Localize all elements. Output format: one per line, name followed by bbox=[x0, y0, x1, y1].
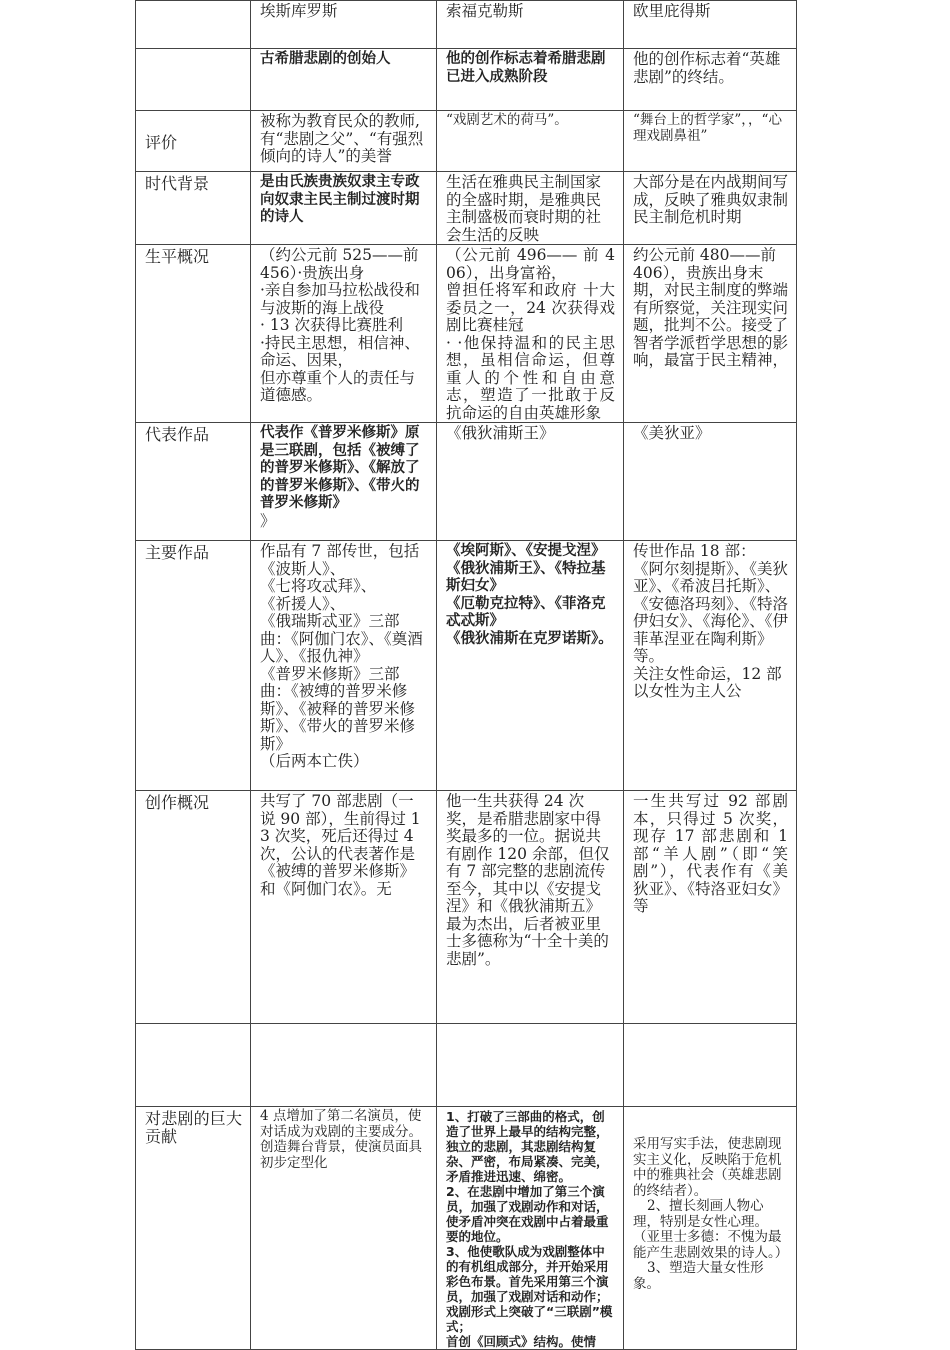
career-euripides: 一生共写过 92 部剧本，只得过 5 次奖，现存 17 部悲剧和 1 部“羊人剧”（即“笑剧”），代表作有《美狄亚》、《特洛亚妇女》等 bbox=[624, 791, 797, 1024]
representative-sophocles: 《俄狄浦斯王》 bbox=[437, 423, 624, 541]
contribution-euripides-line: 2、擅长刻画人物心理，特别是女性心理。 bbox=[633, 1198, 768, 1230]
representative-euripides: 《美狄亚》 bbox=[624, 423, 797, 541]
status-sophocles: 他的创作标志着希腊悲剧已进入成熟阶段 bbox=[437, 49, 624, 111]
life-aeschylus-line: 但亦尊重个人的责任与道德感。 bbox=[260, 368, 416, 404]
main-works-euripides-line: 关注女性命运，12 部以女性为主人公 bbox=[633, 664, 782, 700]
life-aeschylus-line: · 13 次获得比赛胜利 bbox=[260, 316, 404, 334]
contribution-label: 对悲剧的巨大贡献 bbox=[136, 1107, 251, 1350]
contribution-sophocles-line: 2、在悲剧中增加了第三个演员，加强了戏剧动作和对话，使矛盾冲突在戏剧中占着最重要的地位。 bbox=[446, 1184, 609, 1244]
life-aeschylus-line: （约公元前 525——前 456）·贵族出身 bbox=[260, 246, 419, 282]
life-label: 生平概况 bbox=[136, 245, 251, 423]
era-label: 时代背景 bbox=[136, 172, 251, 245]
evaluation-label bbox=[136, 111, 251, 172]
main-works-euripides-line: 传世作品 18 部： bbox=[633, 542, 756, 560]
header-aeschylus: 埃斯库罗斯 bbox=[251, 1, 437, 49]
status-label bbox=[136, 49, 251, 111]
contribution-sophocles-line: 首创《回顾式》结构。使情 bbox=[446, 1334, 597, 1349]
representative-row bbox=[136, 423, 797, 541]
main-works-sophocles-line: 《埃阿斯》、《安提戈涅》《俄狄浦斯王》、《特拉基斯妇女》 bbox=[446, 543, 606, 594]
blank-cell bbox=[624, 1024, 797, 1107]
life-sophocles bbox=[437, 245, 624, 423]
header-euripides: 欧里庇得斯 bbox=[624, 1, 797, 49]
contribution-euripides-line: （亚里士多德：不愧为最能产生悲剧效果的诗人。） bbox=[633, 1229, 789, 1261]
status-row bbox=[136, 49, 797, 111]
main-works-row bbox=[136, 541, 797, 791]
main-works-euripides bbox=[624, 541, 797, 791]
era-row bbox=[136, 172, 797, 245]
main-works-sophocles-line: 《俄狄浦斯在克罗诺斯》。 bbox=[446, 630, 613, 647]
representative-aeschylus-tail: 》 bbox=[260, 511, 276, 530]
contribution-row bbox=[136, 1107, 797, 1350]
evaluation-label-text: 评价 bbox=[145, 132, 178, 152]
main-works-aeschylus-line: 《俄瑞斯忒亚》三部曲：《阿伽门农》、《奠酒人》、《报仇神》 bbox=[260, 612, 423, 665]
life-euripides: 约公元前 480——前 406），贵族出身末期，对民主制度的弊端有所察觉，关注现实问题，批判不公。接受了智者学派哲学思想的影响，最富于民主精神， bbox=[624, 245, 797, 423]
era-aeschylus: 是由氏族贵族奴隶主专政向奴隶主民主制过渡时期的诗人 bbox=[251, 172, 437, 245]
header-sophocles: 索福克勒斯 bbox=[437, 1, 624, 49]
life-sophocles-line: （公元前 496—— 前 406），出身富裕， bbox=[446, 246, 615, 282]
life-sophocles-line: 曾担任将军和政府 十大委员之一，24 次获得戏剧比赛桂冠 bbox=[446, 281, 615, 334]
life-aeschylus-line: 与波斯的海上战役 bbox=[260, 298, 385, 317]
main-works-aeschylus bbox=[251, 541, 437, 791]
career-aeschylus: 共写了 70 部悲剧（一说 90 部），生前得过 13 次奖，死后还得过 4 次，公认的代表著作是《被缚的普罗米修斯》和《阿伽门农》。无 bbox=[251, 791, 437, 1024]
contribution-euripides-line: 采用写实手法，使悲剧现实主义化，反映陷于危机中的雅典社会（英雄悲剧的终结者）。 bbox=[633, 1136, 782, 1199]
main-works-aeschylus-line: 《七将攻忒拜》、 bbox=[260, 577, 377, 595]
main-works-sophocles bbox=[437, 541, 624, 791]
career-label: 创作概况 bbox=[136, 791, 251, 1024]
blank-row bbox=[136, 1024, 797, 1107]
blank-cell bbox=[437, 1024, 624, 1107]
life-aeschylus bbox=[251, 245, 437, 423]
life-row bbox=[136, 245, 797, 423]
main-works-aeschylus-line: 《普罗米修斯》三部曲：《被缚的普罗米修斯》、《被释的普罗米修斯》、《带火的普罗米修斯》 bbox=[260, 664, 416, 753]
evaluation-euripides: “舞台上的哲学家”，，“心理戏剧鼻祖” bbox=[624, 111, 797, 172]
career-row bbox=[136, 791, 797, 1024]
comparison-table bbox=[135, 0, 797, 1350]
evaluation-aeschylus: 被称为教育民众的教师,有“悲剧之父”、“有强烈倾向的诗人”的美誉 bbox=[251, 111, 437, 172]
main-works-euripides-line: 《阿尔刻提斯》、《美狄亚》、《希波吕托斯》、《安德洛玛刻》、《特洛伊妇女》、《海伦》、《伊菲革涅亚在陶利斯》等。 bbox=[633, 559, 789, 665]
evaluation-sophocles: “戏剧艺术的荷马”。 bbox=[437, 111, 624, 172]
life-sophocles-line: · ·他保持温和的民主思想，虽相信命运，但尊重人的个性和自由意志，塑造了一批敢于反抗命运的自由英雄形象 bbox=[446, 333, 615, 422]
main-works-aeschylus-line: （后两本亡佚） bbox=[260, 752, 369, 770]
blank-label bbox=[136, 1024, 251, 1107]
representative-aeschylus bbox=[251, 423, 437, 541]
era-sophocles: 生活在雅典民主制国家的全盛时期，是雅典民主制盛极而衰时期的社会生活的反映 bbox=[437, 172, 624, 245]
contribution-sophocles-line: 1、打破了三部曲的格式，创造了世界上最早的结构完整，独立的悲剧，其悲剧结构复杂、严密，布局紧凑、完美，矛盾推进迅速、绵密。 bbox=[446, 1109, 609, 1184]
contribution-sophocles-line: 戏剧形式上突破了“三联剧”模式； bbox=[446, 1304, 613, 1334]
life-aeschylus-line: ·持民主思想，相信神、命运、因果， bbox=[260, 333, 420, 369]
life-aeschylus-line: ·亲自参加马拉松战役和 bbox=[260, 281, 420, 299]
representative-aeschylus-text: 代表作《普罗米修斯》原是三联剧，包括《被缚了的普罗米修斯》、《解放了的普罗米修斯》、《带火的普罗米修斯》 bbox=[260, 425, 420, 511]
contribution-aeschylus: 4 点增加了第二名演员，使对话成为戏剧的主要成分。创造舞台背景，使演员面具初步定型化 bbox=[251, 1107, 437, 1350]
main-works-sophocles-line: 《厄勒克拉特》、《菲洛克忒忒斯》 bbox=[446, 595, 606, 629]
representative-label: 代表作品 bbox=[136, 423, 251, 541]
contribution-sophocles-line: 3、他使歌队成为戏剧整体中的有机组成部分，并开始采用彩色布景。首先采用第三个演员，加强了戏剧对话和动作； bbox=[446, 1244, 609, 1304]
main-works-aeschylus-line: 《祈援人》、 bbox=[260, 594, 346, 613]
main-works-aeschylus-line: 作品有 7 部传世，包括《波斯人》、 bbox=[260, 542, 420, 578]
status-euripides: 他的创作标志着“英雄悲剧”的终结。 bbox=[624, 49, 797, 111]
contribution-euripides-line: 3、塑造大量女性形象。 bbox=[633, 1260, 764, 1292]
contribution-sophocles bbox=[437, 1107, 624, 1350]
blank-cell bbox=[251, 1024, 437, 1107]
status-aeschylus: 古希腊悲剧的创始人 bbox=[251, 49, 437, 111]
header-blank-cell bbox=[136, 1, 251, 49]
evaluation-row bbox=[136, 111, 797, 172]
contribution-euripides bbox=[624, 1107, 797, 1350]
era-euripides: 大部分是在内战期间写成，反映了雅典奴隶制民主制危机时期 bbox=[624, 172, 797, 245]
main-works-label: 主要作品 bbox=[136, 541, 251, 791]
header-row bbox=[136, 1, 797, 49]
career-sophocles: 他一生共获得 24 次奖，是希腊悲剧家中得奖最多的一位。据说共有剧作 120 余部，但仅有 7 部完整的悲剧流传至今，其中以《安提戈涅》和《俄狄浦斯五》最为杰出，后者被亚里士多德称为“十全十美的悲剧”。 bbox=[437, 791, 624, 1024]
